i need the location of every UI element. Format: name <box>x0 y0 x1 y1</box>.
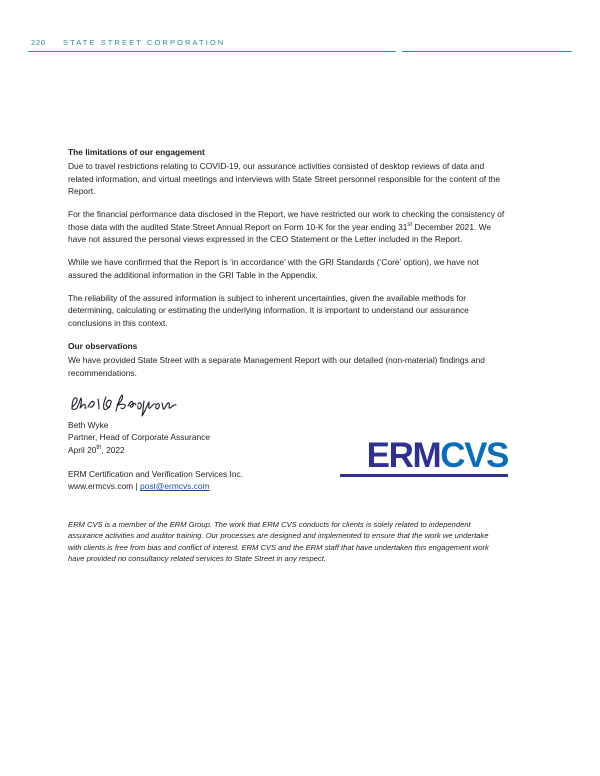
contact-separator: | <box>133 481 140 492</box>
signatory-name: Beth Wyke <box>68 419 109 430</box>
logo-wordmark <box>328 438 508 473</box>
company-name: ERM Certification and Verification Services Inc. <box>68 468 244 479</box>
header-rule-left <box>28 51 396 52</box>
signature-date-day: April 20 <box>68 445 97 456</box>
limitations-heading: The limitations of our engagement <box>68 147 205 157</box>
limitations-paragraph-2-part-b: December 2021. We have not assured the personal views expressed in the CEO Statement or the Letter included in the Report. <box>68 221 492 244</box>
header-rule-right <box>402 51 572 52</box>
signatory-role: Partner, Head of Corporate Assurance <box>68 432 210 443</box>
logo-erm-text: ERM <box>366 436 441 475</box>
page-header <box>28 34 572 56</box>
ordinal-suffix: st <box>407 221 413 228</box>
page-number: 220 <box>31 38 46 47</box>
ermcvs-logo <box>328 438 508 477</box>
document-title: STATE STREET CORPORATION <box>63 38 226 47</box>
limitations-paragraph-2 <box>68 208 508 245</box>
website-text: www.ermcvs.com <box>68 481 134 492</box>
limitations-paragraph-4: The reliability of the assured information is subject to inherent uncertainties, given the available methods for determining, calculating or estimating the underlying information. It is important to understand our assurance conclusions in this context. <box>68 292 469 328</box>
contact-line <box>68 480 508 493</box>
limitations-paragraph-3: While we have confirmed that the Report is ‘in accordance’ with the GRI Standards (‘Core’ option), we have not assured the additional information in the GRI Table in the Appendix. <box>68 257 479 280</box>
observations-paragraph-1: We have provided State Street with a separate Management Report with our detailed (non-material) findings and recommendations. <box>68 355 485 378</box>
document-body <box>68 146 508 564</box>
limitations-paragraph-1: Due to travel restrictions relating to COVID-19, our assurance activities consisted of desktop reviews of data and related information, and virtual meetings and interviews with State Street personnel responsible for the content of the Report. <box>68 161 501 196</box>
observations-heading: Our observations <box>68 340 138 351</box>
email-link[interactable]: post@ermcvs.com <box>140 481 210 492</box>
footnote-text: ERM CVS is a member of the ERM Group. The work that ERM CVS conducts for clients is solely related to independent assurance activities and auditor training. Our processes are designed and implemented to ensure that the work we undertake with clients is free from bias and conflict of interest. ERM CVS and the ERM staff that have undertaken this engagement work have provided no consultancy related services to State Street in any respect. <box>68 519 489 564</box>
signature-block <box>68 393 508 419</box>
date-ordinal-suffix: th <box>96 445 102 452</box>
logo-cvs-text: CVS <box>440 436 508 475</box>
handwritten-signature-icon <box>68 391 188 419</box>
limitations-paragraph-2-part-a: For the financial performance data disclosed in the Report, we have restricted our work to checking the consistency of those data with the audited State Street Annual Report on Form 10-K for the year ending 31 <box>68 209 505 232</box>
signature-date-year: , 2022 <box>101 445 125 456</box>
